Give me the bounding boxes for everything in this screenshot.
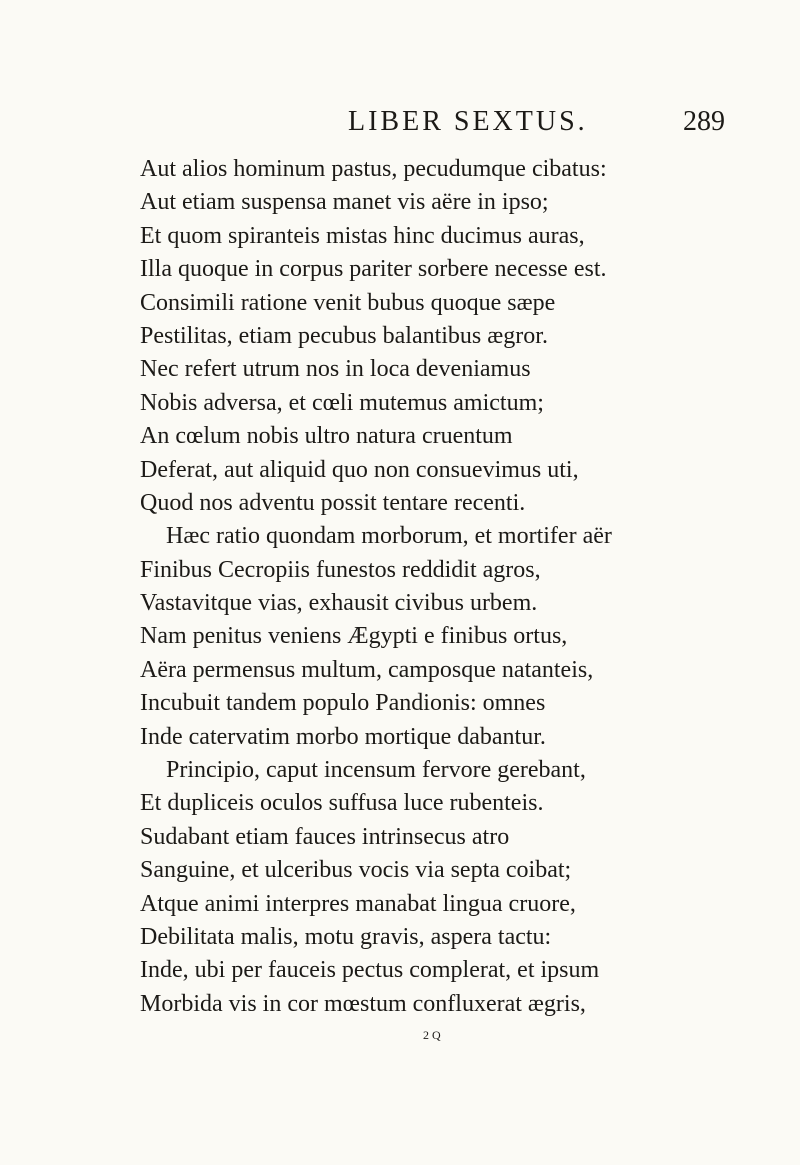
verse-block: [140, 153, 790, 1021]
verse-line: Sanguine, et ulceribus vocis via septa coibat;: [140, 857, 572, 884]
verse-line: Nobis adversa, et cœli mutemus amictum;: [140, 389, 544, 416]
verse-line-indented: Hæc ratio quondam morborum, et mortifer aër: [166, 523, 612, 550]
verse-line: Illa quoque in corpus pariter sorbere necesse est.: [140, 256, 607, 283]
verse-line: Et quom spiranteis mistas hinc ducimus auras,: [140, 222, 585, 249]
verse-line: Incubuit tandem populo Pandionis: omnes: [140, 690, 546, 717]
verse-line: Quod nos adventu possit tentare recenti.: [140, 489, 526, 516]
verse-line: Morbida vis in cor mœstum confluxerat ægris,: [140, 990, 586, 1017]
verse-line: Pestilitas, etiam pecubus balantibus ægror.: [140, 322, 548, 349]
verse-line-indented: Principio, caput incensum fervore gerebant,: [166, 757, 586, 784]
verse-line: Nec refert utrum nos in loca deveniamus: [140, 356, 531, 383]
signature-mark: 2 Q: [423, 1028, 441, 1042]
running-title: LIBER SEXTUS.: [348, 106, 588, 137]
verse-line: Aut etiam suspensa manet vis aëre in ipso;: [140, 189, 549, 216]
verse-line: Atque animi interpres manabat lingua cruore,: [140, 890, 576, 917]
page-number: 289: [683, 106, 725, 137]
verse-line: Finibus Cecropiis funestos reddidit agros,: [140, 556, 541, 583]
verse-line: Aëra permensus multum, camposque natanteis,: [140, 656, 594, 683]
verse-line: An cœlum nobis ultro natura cruentum: [140, 423, 513, 450]
verse-line: Consimili ratione venit bubus quoque sæpe: [140, 289, 556, 316]
verse-line: Inde catervatim morbo mortique dabantur.: [140, 723, 546, 750]
verse-line: Deferat, aut aliquid quo non consuevimus uti,: [140, 456, 579, 483]
verse-line: Vastavitque vias, exhausit civibus urbem.: [140, 590, 538, 617]
verse-line: Debilitata malis, motu gravis, aspera tactu:: [140, 923, 552, 950]
verse-line: Sudabant etiam fauces intrinsecus atro: [140, 823, 510, 850]
verse-line: Inde, ubi per fauceis pectus complerat, et ipsum: [140, 957, 600, 984]
verse-line: Nam penitus veniens Ægypti e finibus ortus,: [140, 623, 568, 650]
verse-line: Aut alios hominum pastus, pecudumque cibatus:: [140, 156, 607, 182]
running-head: [0, 104, 800, 140]
verse-line: Et dupliceis oculos suffusa luce rubenteis.: [140, 790, 544, 817]
